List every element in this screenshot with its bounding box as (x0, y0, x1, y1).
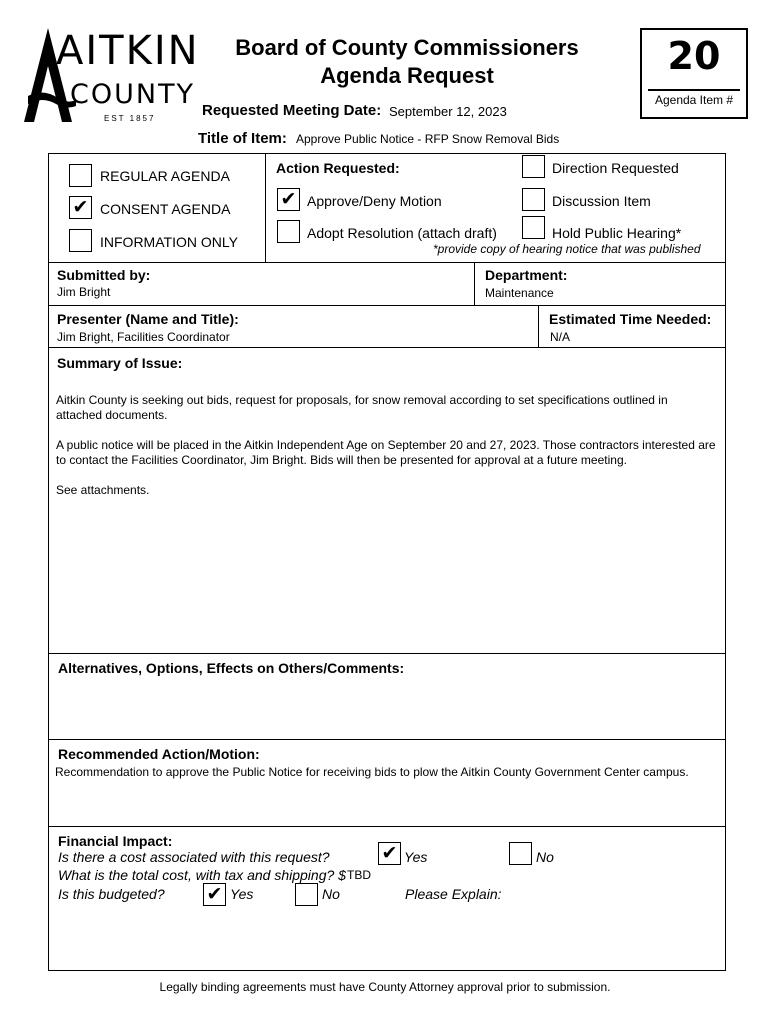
budgeted-yes-checkbox[interactable]: ✔ (203, 883, 226, 906)
logo-text-bottom: COUNTY (70, 79, 196, 110)
agenda-item-label: Agenda Item # (654, 93, 734, 107)
form-title-line1: Board of County Commissioners (235, 35, 579, 60)
summary-paragraph: A public notice will be placed in the Aitkin Independent Age on September 20 and 27, 2023. Those contractors interested are to contact the Facilities Coordinator, Jim Bright. Bids will then be presented for approval at a future meeting. (56, 438, 716, 467)
action-requested-heading: Action Requested: (276, 160, 400, 176)
department-label: Department: (485, 267, 568, 283)
consent-agenda-label: CONSENT AGENDA (100, 201, 231, 217)
total-cost-question: What is the total cost, with tax and shipping? $ (58, 867, 346, 883)
divider (48, 305, 725, 306)
divider (48, 739, 725, 740)
total-cost-value: TBD (347, 868, 371, 882)
summary-paragraph: See attachments. (56, 483, 150, 497)
public-hearing-label: Hold Public Hearing* (552, 225, 682, 241)
budgeted-yes-label: Yes (230, 886, 254, 902)
budgeted-no-label: No (322, 886, 340, 902)
footer-note: Legally binding agreements must have County Attorney approval prior to submission. (159, 980, 611, 994)
time-needed-value: N/A (550, 330, 571, 344)
meeting-date-label: Requested Meeting Date: (202, 102, 382, 119)
financial-heading: Financial Impact: (58, 833, 173, 849)
presenter-value: Jim Bright, Facilities Coordinator (57, 330, 230, 344)
discussion-item-label: Discussion Item (552, 193, 651, 209)
divider (538, 305, 539, 347)
public-hearing-checkbox[interactable] (522, 216, 545, 239)
cost-question: Is there a cost associated with this request? (58, 849, 330, 865)
approve-deny-label: Approve/Deny Motion (307, 193, 442, 209)
consent-agenda-checkbox[interactable]: ✔ (69, 196, 92, 219)
divider (48, 653, 725, 654)
submitted-by-label: Submitted by: (57, 267, 151, 283)
form-title (200, 34, 614, 90)
direction-requested-checkbox[interactable] (522, 155, 545, 178)
recommended-text: Recommendation to approve the Public Notice for receiving bids to plow the Aitkin County Government Center campus. (55, 765, 689, 779)
summary-paragraph: Aitkin County is seeking out bids, request for proposals, for snow removal according to set specifications outlined in attached documents. (56, 393, 668, 422)
regular-agenda-checkbox[interactable] (69, 164, 92, 187)
divider (48, 347, 725, 348)
title-of-item-value: Approve Public Notice - RFP Snow Removal Bids (296, 132, 560, 146)
logo-est: EST 1857 (104, 114, 156, 123)
budgeted-question: Is this budgeted? (58, 886, 165, 902)
divider (48, 262, 725, 263)
meeting-date-value: September 12, 2023 (389, 104, 507, 119)
discussion-item-checkbox[interactable] (522, 188, 545, 211)
department-value: Maintenance (485, 286, 554, 300)
agenda-item-rule (648, 89, 740, 91)
information-only-checkbox[interactable] (69, 229, 92, 252)
presenter-label: Presenter (Name and Title): (57, 311, 239, 327)
divider (474, 262, 475, 305)
cost-no-label: No (536, 849, 554, 865)
regular-agenda-label: REGULAR AGENDA (100, 168, 230, 184)
divider (48, 826, 725, 827)
adopt-resolution-label: Adopt Resolution (attach draft) (307, 225, 497, 241)
agenda-item-number: 20 (667, 34, 721, 78)
submitted-by-value: Jim Bright (57, 285, 111, 299)
adopt-resolution-checkbox[interactable] (277, 220, 300, 243)
logo-text-top: AITKIN (56, 28, 200, 74)
hearing-note: *provide copy of hearing notice that was published (433, 242, 701, 256)
title-of-item-label: Title of Item: (198, 130, 287, 147)
please-explain-label: Please Explain: (405, 886, 502, 902)
summary-heading: Summary of Issue: (57, 355, 183, 371)
information-only-label: INFORMATION ONLY (100, 234, 238, 250)
cost-yes-checkbox[interactable]: ✔ (378, 842, 401, 865)
approve-deny-checkbox[interactable]: ✔ (277, 188, 300, 211)
recommended-heading: Recommended Action/Motion: (58, 746, 260, 762)
budgeted-no-checkbox[interactable] (295, 883, 318, 906)
alternatives-heading: Alternatives, Options, Effects on Others/Comments: (58, 660, 405, 676)
cost-yes-label: Yes (404, 849, 428, 865)
cost-no-checkbox[interactable] (509, 842, 532, 865)
agenda-item-box (640, 28, 748, 119)
form-title-line2: Agenda Request (320, 63, 494, 88)
time-needed-label: Estimated Time Needed: (549, 311, 712, 327)
summary-text (56, 393, 716, 498)
county-logo (18, 26, 200, 126)
divider (265, 153, 266, 262)
direction-requested-label: Direction Requested (552, 160, 679, 176)
